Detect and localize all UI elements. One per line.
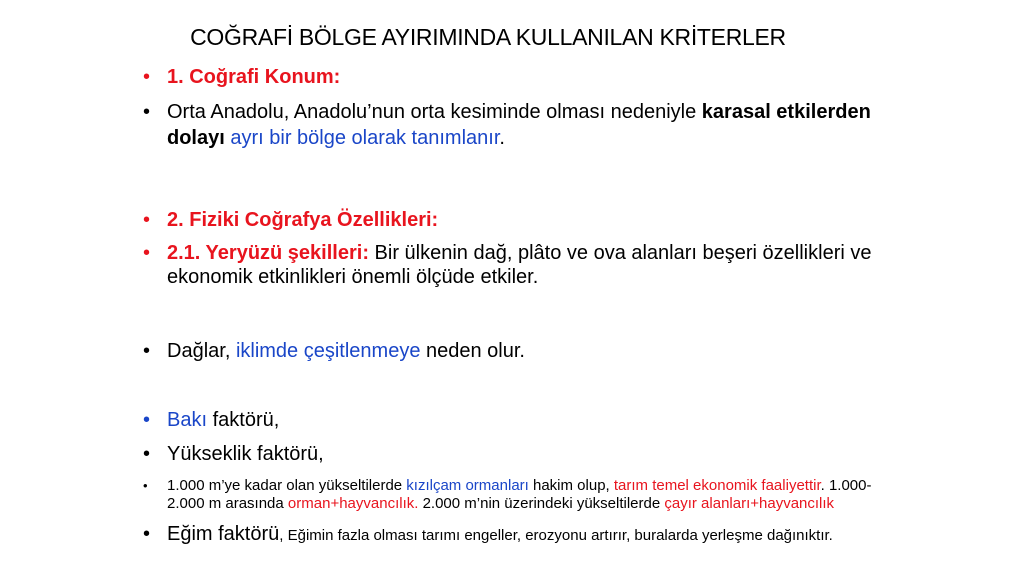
- heading-fiziki-cografya: 2. Fiziki Coğrafya Özellikleri:: [167, 209, 439, 231]
- text-orta-anadolu: Orta Anadolu, Anadolu’nun orta kesiminde olması nedeniyle: [167, 101, 702, 123]
- text-orman-hayvancilik: orman+hayvancılık.: [287, 495, 419, 512]
- bullet-orta-anadolu: [143, 99, 883, 151]
- bullet-1000m: [143, 477, 883, 513]
- text-tarim: tarım temel ekonomik faaliyettir: [613, 477, 821, 494]
- bullet-yukseklik: [143, 441, 883, 467]
- text-yukseklik: Yükseklik faktörü,: [167, 443, 324, 465]
- bullet-daglar: [143, 338, 883, 364]
- slide-title: COĞRAFİ BÖLGE AYIRIMINDA KULLANILAN KRİTERLER: [190, 24, 786, 50]
- text-baki: Bakı: [167, 409, 208, 431]
- text-iklim: iklimde çeşitlenmeye: [235, 340, 421, 362]
- text-yeryuzu: Bir ülkenin dağ, plâto ve ova alanları beşeri özellikleri ve ekonomik etkinlikleri önemli ölçüde etkiler.: [167, 242, 872, 288]
- text-baki-faktoru: faktörü,: [207, 409, 280, 431]
- text-hakim: hakim olup,: [528, 477, 614, 494]
- text-cayir: çayır alanları+hayvancılık: [664, 495, 835, 512]
- bullet-cografi-konum: [143, 64, 883, 90]
- heading-yeryuzu: 2.1. Yeryüzü şekilleri:: [167, 242, 369, 264]
- text-neden: neden olur.: [420, 340, 525, 362]
- bullet-list-faktorler: [143, 407, 883, 547]
- bullet-list-daglar: [143, 338, 883, 364]
- text-egim-aciklama: , Eğimin fazla olması tarımı engeller, erozyonu artırır, buralarda yerleşme dağınıktır.: [279, 527, 833, 544]
- bullet-fiziki-cografya: [143, 207, 883, 233]
- text-kizilcam: kızılçam ormanları: [406, 477, 529, 494]
- text-egim-faktoru: Eğim faktörü: [167, 523, 280, 545]
- bullet-egim: [143, 523, 883, 547]
- bullet-list-fiziki: [143, 207, 883, 289]
- bullet-baki: [143, 407, 883, 433]
- text-period: .: [499, 127, 505, 149]
- bullet-list-top: [143, 64, 883, 151]
- text-1000-2000: . 1.000-2.000 m arasında: [167, 477, 872, 512]
- text-karasal: karasal etkilerden dolayı: [167, 101, 871, 149]
- heading-cografi-konum: 1. Coğrafi Konum:: [167, 66, 341, 88]
- text-1000m: 1.000 m’ye kadar olan yükseltilerde: [167, 477, 407, 494]
- text-2000m: 2.000 m’nin üzerindeki yükseltilerde: [418, 495, 665, 512]
- text-daglar: Dağlar,: [167, 340, 236, 362]
- bullet-yeryuzu: [143, 241, 883, 289]
- text-ayri-bolge: ayrı bir bölge olarak tanımlanır: [224, 127, 500, 149]
